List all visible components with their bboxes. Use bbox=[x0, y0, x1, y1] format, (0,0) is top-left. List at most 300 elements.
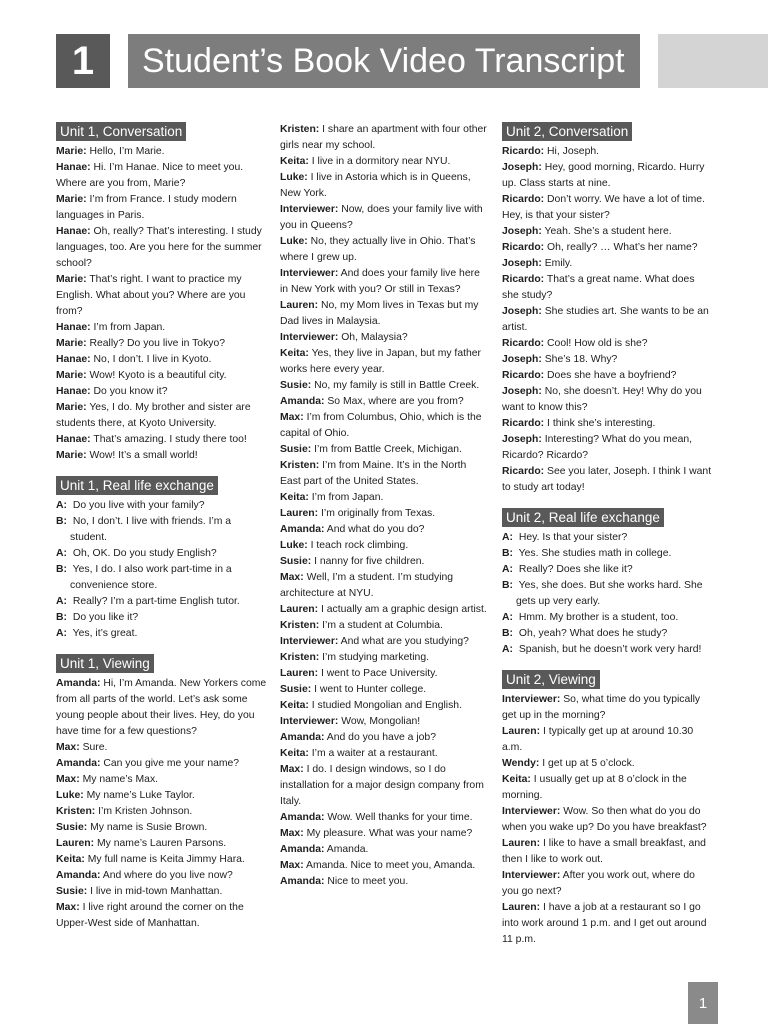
dialogue-line bbox=[502, 352, 714, 368]
header-side-block bbox=[658, 34, 768, 88]
speaker-name: Max: bbox=[56, 774, 80, 785]
dialogue-text: Really? Do you live in Tokyo? bbox=[89, 338, 226, 349]
dialogue-line bbox=[280, 874, 488, 890]
dialogue-text: I went to Pace University. bbox=[321, 668, 438, 679]
speaker-name: A: bbox=[56, 596, 67, 607]
speaker-name: Kristen: bbox=[280, 620, 320, 631]
dialogue-text: That’s right. I want to practice my English. What about you? Where are you from? bbox=[56, 274, 246, 317]
dialogue-text: No, my Mom lives in Texas but my Dad lives in Malaysia. bbox=[280, 300, 479, 327]
dialogue-text: I live in Astoria which is in Queens, New York. bbox=[280, 172, 471, 199]
dialogue-line bbox=[280, 154, 488, 170]
dialogue-line bbox=[280, 298, 488, 330]
dialogue-line bbox=[280, 122, 488, 154]
speaker-name: Wendy: bbox=[502, 758, 540, 769]
section-heading: Unit 2, Real life exchange bbox=[502, 508, 664, 527]
dialogue-line bbox=[280, 826, 488, 842]
speaker-name: Marie: bbox=[56, 370, 87, 381]
dialogue-line bbox=[502, 626, 714, 642]
dialogue-text: Can you give me your name? bbox=[103, 758, 240, 769]
dialogue-line bbox=[502, 578, 714, 610]
dialogue-text: Hmm. My brother is a student, too. bbox=[518, 612, 679, 623]
section-heading: Unit 1, Conversation bbox=[56, 122, 186, 141]
section-heading: Unit 2, Viewing bbox=[502, 670, 600, 689]
speaker-name: Ricardo: bbox=[502, 194, 545, 205]
dialogue-text: I’m from Japan. bbox=[93, 322, 166, 333]
dialogue-line bbox=[56, 676, 268, 740]
speaker-name: Max: bbox=[280, 828, 304, 839]
dialogue-line bbox=[56, 514, 268, 546]
dialogue-line bbox=[280, 858, 488, 874]
transcript-column-2 bbox=[280, 122, 488, 902]
dialogue-line bbox=[56, 336, 268, 352]
dialogue-line bbox=[502, 804, 714, 836]
dialogue-text: I’m a student at Columbia. bbox=[322, 620, 443, 631]
dialogue-line bbox=[56, 756, 268, 772]
speaker-name: Amanda: bbox=[280, 396, 325, 407]
speaker-name: Joseph: bbox=[502, 354, 542, 365]
dialogue-text: No, I don’t. I live with friends. I’m a student. bbox=[70, 516, 232, 543]
dialogue-text: Oh, yeah? What does he study? bbox=[518, 628, 668, 639]
dialogue-line bbox=[56, 272, 268, 320]
dialogue-text: Do you live with your family? bbox=[72, 500, 205, 511]
dialogue-line bbox=[502, 272, 714, 304]
speaker-name: Interviewer: bbox=[280, 204, 339, 215]
dialogue-text: And what are you studying? bbox=[340, 636, 469, 647]
dialogue-text: So Max, where are you from? bbox=[327, 396, 464, 407]
speaker-name: Marie: bbox=[56, 450, 87, 461]
dialogue-line bbox=[56, 740, 268, 756]
dialogue-line bbox=[56, 320, 268, 336]
dialogue-text: I’m from Maine. It’s in the North East part of the United States. bbox=[280, 460, 467, 487]
dialogue-line bbox=[502, 368, 714, 384]
dialogue-text: I usually get up at 8 o’clock in the morning. bbox=[502, 774, 687, 801]
dialogue-line bbox=[502, 868, 714, 900]
dialogue-text: Nice to meet you. bbox=[327, 876, 409, 887]
dialogue-line bbox=[502, 642, 714, 658]
dialogue-text: Yes, I do. I also work part-time in a convenience store. bbox=[70, 564, 232, 591]
speaker-name: Kristen: bbox=[280, 460, 320, 471]
dialogue-line bbox=[502, 336, 714, 352]
dialogue-text: I’m originally from Texas. bbox=[321, 508, 436, 519]
dialogue-line bbox=[280, 842, 488, 858]
dialogue-line bbox=[56, 224, 268, 272]
dialogue-text: Amanda. bbox=[326, 844, 369, 855]
transcript-section bbox=[56, 122, 268, 464]
section-heading: Unit 1, Viewing bbox=[56, 654, 154, 673]
dialogue-text: Oh, Malaysia? bbox=[341, 332, 408, 343]
dialogue-line bbox=[280, 650, 488, 666]
dialogue-text: No, I don’t. I live in Kyoto. bbox=[93, 354, 212, 365]
dialogue-text: And where do you live now? bbox=[102, 870, 233, 881]
dialogue-line bbox=[502, 464, 714, 496]
speaker-name: Hanae: bbox=[56, 434, 91, 445]
dialogue-line bbox=[280, 762, 488, 810]
speaker-name: Keita: bbox=[502, 774, 531, 785]
dialogue-line bbox=[56, 868, 268, 884]
speaker-name: Lauren: bbox=[502, 838, 541, 849]
speaker-name: Susie: bbox=[280, 684, 312, 695]
section-heading: Unit 1, Real life exchange bbox=[56, 476, 218, 495]
dialogue-text: I studied Mongolian and English. bbox=[311, 700, 462, 711]
dialogue-text: Sure. bbox=[82, 742, 108, 753]
speaker-name: Lauren: bbox=[280, 604, 319, 615]
dialogue-line bbox=[280, 522, 488, 538]
dialogue-line bbox=[502, 562, 714, 578]
speaker-name: Ricardo: bbox=[502, 370, 545, 381]
speaker-name: Marie: bbox=[56, 338, 87, 349]
speaker-name: Susie: bbox=[56, 822, 88, 833]
dialogue-line bbox=[56, 594, 268, 610]
dialogue-text: My pleasure. What was your name? bbox=[306, 828, 473, 839]
speaker-name: Lauren: bbox=[280, 300, 319, 311]
speaker-name: Luke: bbox=[280, 172, 308, 183]
speaker-name: Amanda: bbox=[280, 524, 325, 535]
dialogue-line bbox=[56, 192, 268, 224]
speaker-name: Luke: bbox=[280, 236, 308, 247]
dialogue-text: I’m from Battle Creek, Michigan. bbox=[314, 444, 462, 455]
dialogue-text: I get up at 5 o’clock. bbox=[542, 758, 635, 769]
speaker-name: Interviewer: bbox=[280, 636, 339, 647]
transcript-section bbox=[502, 670, 714, 948]
speaker-name: Ricardo: bbox=[502, 242, 545, 253]
dialogue-line bbox=[280, 234, 488, 266]
dialogue-text: I live in mid-town Manhattan. bbox=[90, 886, 223, 897]
dialogue-text: Yes. She studies math in college. bbox=[518, 548, 672, 559]
speaker-name: B: bbox=[502, 548, 513, 559]
dialogue-text: I like to have a small breakfast, and then I like to work out. bbox=[502, 838, 706, 865]
speaker-name: Kristen: bbox=[280, 652, 320, 663]
dialogue-text: Wow! It’s a small world! bbox=[89, 450, 198, 461]
dialogue-text: Interesting? What do you mean, Ricardo? Ricardo? bbox=[502, 434, 693, 461]
speaker-name: Susie: bbox=[56, 886, 88, 897]
speaker-name: A: bbox=[502, 644, 513, 655]
page-number: 1 bbox=[688, 982, 718, 1024]
dialogue-line bbox=[280, 170, 488, 202]
dialogue-text: Hi, I’m Amanda. New Yorkers come from all parts of the world. Let’s ask some young people about their lives. Hey, do you have time for a few questions? bbox=[56, 678, 267, 737]
dialogue-line bbox=[56, 160, 268, 192]
dialogue-line bbox=[56, 788, 268, 804]
unit-number-badge: 1 bbox=[56, 34, 110, 88]
dialogue-line bbox=[502, 432, 714, 464]
dialogue-line bbox=[56, 546, 268, 562]
dialogue-text: Wow. So then what do you do when you wake up? Do you have breakfast? bbox=[502, 806, 707, 833]
dialogue-line bbox=[56, 384, 268, 400]
dialogue-line bbox=[502, 546, 714, 562]
speaker-name: B: bbox=[502, 628, 513, 639]
dialogue-line bbox=[56, 884, 268, 900]
speaker-name: Marie: bbox=[56, 274, 87, 285]
dialogue-text: I live in a dormitory near NYU. bbox=[311, 156, 451, 167]
dialogue-line bbox=[56, 804, 268, 820]
speaker-name: Max: bbox=[280, 860, 304, 871]
dialogue-line bbox=[280, 714, 488, 730]
dialogue-line bbox=[280, 602, 488, 618]
dialogue-text: And what do you do? bbox=[326, 524, 425, 535]
dialogue-text: Oh, OK. Do you study English? bbox=[72, 548, 217, 559]
speaker-name: Keita: bbox=[280, 748, 309, 759]
dialogue-text: I’m from France. I study modern languages in Paris. bbox=[56, 194, 237, 221]
dialogue-text: I have a job at a restaurant so I go into work around 1 p.m. and I get out around 11 p.m. bbox=[502, 902, 707, 945]
dialogue-text: Hey. Is that your sister? bbox=[518, 532, 628, 543]
dialogue-text: My name’s Max. bbox=[82, 774, 159, 785]
speaker-name: Keita: bbox=[280, 492, 309, 503]
speaker-name: Keita: bbox=[280, 156, 309, 167]
dialogue-line bbox=[56, 610, 268, 626]
dialogue-line bbox=[502, 160, 714, 192]
dialogue-text: Does she have a boyfriend? bbox=[547, 370, 677, 381]
speaker-name: Marie: bbox=[56, 194, 87, 205]
dialogue-text: I’m from Japan. bbox=[311, 492, 384, 503]
speaker-name: Joseph: bbox=[502, 434, 542, 445]
speaker-name: Kristen: bbox=[280, 124, 320, 135]
dialogue-text: Well, I’m a student. I’m studying architecture at NYU. bbox=[280, 572, 454, 599]
dialogue-line bbox=[280, 682, 488, 698]
page-title: Student’s Book Video Transcript bbox=[128, 34, 640, 88]
speaker-name: Marie: bbox=[56, 146, 87, 157]
dialogue-line bbox=[502, 416, 714, 432]
speaker-name: B: bbox=[56, 564, 67, 575]
speaker-name: A: bbox=[56, 548, 67, 559]
dialogue-text: Emily. bbox=[544, 258, 573, 269]
dialogue-text: No, they actually live in Ohio. That’s where I grew up. bbox=[280, 236, 476, 263]
speaker-name: Ricardo: bbox=[502, 146, 545, 157]
dialogue-text: Really? I’m a part-time English tutor. bbox=[72, 596, 240, 607]
dialogue-text: Yeah. She’s a student here. bbox=[544, 226, 672, 237]
speaker-name: Interviewer: bbox=[502, 694, 561, 705]
dialogue-text: Wow. Well thanks for your time. bbox=[327, 812, 473, 823]
dialogue-line bbox=[502, 384, 714, 416]
dialogue-line bbox=[56, 144, 268, 160]
speaker-name: Interviewer: bbox=[280, 332, 339, 343]
dialogue-text: Now, does your family live with you in Queens? bbox=[280, 204, 483, 231]
dialogue-line bbox=[56, 352, 268, 368]
dialogue-text: I teach rock climbing. bbox=[310, 540, 409, 551]
dialogue-text: I’m Kristen Johnson. bbox=[98, 806, 193, 817]
dialogue-text: My full name is Keita Jimmy Hara. bbox=[87, 854, 245, 865]
dialogue-line bbox=[280, 266, 488, 298]
dialogue-line bbox=[56, 820, 268, 836]
speaker-name: Interviewer: bbox=[502, 870, 561, 881]
dialogue-line bbox=[280, 666, 488, 682]
dialogue-line bbox=[280, 698, 488, 714]
speaker-name: Kristen: bbox=[56, 806, 96, 817]
speaker-name: Ricardo: bbox=[502, 466, 545, 477]
dialogue-text: And do you have a job? bbox=[326, 732, 436, 743]
dialogue-text: So, what time do you typically get up in the morning? bbox=[502, 694, 701, 721]
dialogue-line bbox=[502, 240, 714, 256]
transcript-column-1 bbox=[56, 122, 268, 944]
speaker-name: Hanae: bbox=[56, 226, 91, 237]
dialogue-text: Cool! How old is she? bbox=[547, 338, 648, 349]
dialogue-text: She studies art. She wants to be an artist. bbox=[502, 306, 709, 333]
dialogue-line bbox=[280, 730, 488, 746]
speaker-name: Interviewer: bbox=[502, 806, 561, 817]
transcript-section bbox=[502, 122, 714, 496]
speaker-name: Lauren: bbox=[56, 838, 95, 849]
dialogue-line bbox=[56, 498, 268, 514]
dialogue-line bbox=[280, 346, 488, 378]
speaker-name: Amanda: bbox=[56, 870, 101, 881]
dialogue-line bbox=[280, 378, 488, 394]
dialogue-text: I actually am a graphic design artist. bbox=[321, 604, 487, 615]
dialogue-text: Yes, it’s great. bbox=[72, 628, 138, 639]
dialogue-line bbox=[56, 448, 268, 464]
dialogue-text: Do you know it? bbox=[93, 386, 168, 397]
dialogue-text: I went to Hunter college. bbox=[314, 684, 427, 695]
speaker-name: Max: bbox=[56, 902, 80, 913]
dialogue-line bbox=[502, 256, 714, 272]
dialogue-text: I live right around the corner on the Upper-West side of Manhattan. bbox=[56, 902, 244, 929]
speaker-name: A: bbox=[502, 564, 513, 575]
speaker-name: Ricardo: bbox=[502, 338, 545, 349]
speaker-name: A: bbox=[56, 500, 67, 511]
speaker-name: Susie: bbox=[280, 444, 312, 455]
speaker-name: B: bbox=[56, 612, 67, 623]
dialogue-text: That’s amazing. I study there too! bbox=[93, 434, 247, 445]
dialogue-text: See you later, Joseph. I think I want to study art today! bbox=[502, 466, 712, 493]
speaker-name: Amanda: bbox=[280, 812, 325, 823]
dialogue-line bbox=[56, 626, 268, 642]
dialogue-text: Hey, good morning, Ricardo. Hurry up. Class starts at nine. bbox=[502, 162, 705, 189]
dialogue-text: And does your family live here in New York with you? Or still in Texas? bbox=[280, 268, 480, 295]
dialogue-text: I share an apartment with four other girls near my school. bbox=[280, 124, 487, 151]
speaker-name: Keita: bbox=[280, 348, 309, 359]
speaker-name: Joseph: bbox=[502, 226, 542, 237]
speaker-name: Lauren: bbox=[280, 668, 319, 679]
dialogue-text: I do. I design windows, so I do installation for a major design company from Italy. bbox=[280, 764, 484, 807]
speaker-name: Joseph: bbox=[502, 306, 542, 317]
speaker-name: Susie: bbox=[280, 380, 312, 391]
speaker-name: Amanda: bbox=[56, 758, 101, 769]
dialogue-text: Wow, Mongolian! bbox=[341, 716, 421, 727]
dialogue-line bbox=[280, 442, 488, 458]
speaker-name: Ricardo: bbox=[502, 418, 545, 429]
dialogue-line bbox=[502, 610, 714, 626]
dialogue-line bbox=[56, 432, 268, 448]
speaker-name: Joseph: bbox=[502, 162, 542, 173]
dialogue-line bbox=[280, 490, 488, 506]
dialogue-text: Amanda. Nice to meet you, Amanda. bbox=[306, 860, 476, 871]
speaker-name: Interviewer: bbox=[280, 268, 339, 279]
speaker-name: Lauren: bbox=[502, 726, 541, 737]
dialogue-text: Yes, I do. My brother and sister are students there, at Kyoto University. bbox=[56, 402, 251, 429]
dialogue-line bbox=[56, 562, 268, 594]
dialogue-text: Yes, they live in Japan, but my father works here every year. bbox=[280, 348, 482, 375]
speaker-name: Hanae: bbox=[56, 386, 91, 397]
speaker-name: Hanae: bbox=[56, 162, 91, 173]
dialogue-line bbox=[280, 634, 488, 650]
dialogue-line bbox=[280, 618, 488, 634]
speaker-name: Joseph: bbox=[502, 258, 542, 269]
dialogue-text: My name’s Luke Taylor. bbox=[86, 790, 195, 801]
speaker-name: Max: bbox=[280, 764, 304, 775]
speaker-name: Luke: bbox=[56, 790, 84, 801]
dialogue-text: I typically get up at around 10.30 a.m. bbox=[502, 726, 694, 753]
dialogue-line bbox=[502, 144, 714, 160]
dialogue-text: Oh, really? That’s interesting. I study languages, too. Are you here for the summer school? bbox=[56, 226, 262, 269]
dialogue-text: My name is Susie Brown. bbox=[90, 822, 208, 833]
speaker-name: Amanda: bbox=[56, 678, 101, 689]
dialogue-line bbox=[502, 836, 714, 868]
dialogue-line bbox=[280, 458, 488, 490]
dialogue-line bbox=[280, 394, 488, 410]
transcript-section bbox=[56, 654, 268, 932]
dialogue-line bbox=[280, 810, 488, 826]
dialogue-text: Hi, Joseph. bbox=[547, 146, 600, 157]
dialogue-text: Wow! Kyoto is a beautiful city. bbox=[89, 370, 227, 381]
dialogue-line bbox=[280, 570, 488, 602]
dialogue-text: I think she’s interesting. bbox=[547, 418, 656, 429]
speaker-name: Interviewer: bbox=[280, 716, 339, 727]
dialogue-text: Yes, she does. But she works hard. She gets up very early. bbox=[516, 580, 703, 607]
speaker-name: Lauren: bbox=[280, 508, 319, 519]
speaker-name: Amanda: bbox=[280, 876, 325, 887]
dialogue-line bbox=[56, 368, 268, 384]
dialogue-line bbox=[280, 330, 488, 346]
speaker-name: Amanda: bbox=[280, 844, 325, 855]
dialogue-line bbox=[502, 772, 714, 804]
dialogue-text: No, my family is still in Battle Creek. bbox=[314, 380, 480, 391]
dialogue-line bbox=[280, 538, 488, 554]
dialogue-line bbox=[502, 692, 714, 724]
speaker-name: Keita: bbox=[56, 854, 85, 865]
dialogue-text: Really? Does she like it? bbox=[518, 564, 633, 575]
dialogue-line bbox=[502, 900, 714, 948]
dialogue-line bbox=[280, 554, 488, 570]
dialogue-line bbox=[280, 410, 488, 442]
dialogue-line bbox=[280, 506, 488, 522]
transcript-section bbox=[502, 508, 714, 658]
speaker-name: Luke: bbox=[280, 540, 308, 551]
dialogue-text: Oh, really? … What’s her name? bbox=[547, 242, 698, 253]
dialogue-text: After you work out, where do you go next? bbox=[502, 870, 695, 897]
dialogue-text: That’s a great name. What does she study? bbox=[502, 274, 695, 301]
speaker-name: Hanae: bbox=[56, 354, 91, 365]
dialogue-line bbox=[56, 900, 268, 932]
speaker-name: B: bbox=[56, 516, 67, 527]
dialogue-line bbox=[502, 192, 714, 224]
speaker-name: Joseph: bbox=[502, 386, 542, 397]
section-heading: Unit 2, Conversation bbox=[502, 122, 632, 141]
dialogue-text: I’m from Columbus, Ohio, which is the capital of Ohio. bbox=[280, 412, 482, 439]
speaker-name: B: bbox=[502, 580, 513, 591]
speaker-name: A: bbox=[502, 612, 513, 623]
dialogue-line bbox=[502, 530, 714, 546]
speaker-name: Lauren: bbox=[502, 902, 541, 913]
dialogue-line bbox=[280, 202, 488, 234]
dialogue-line bbox=[502, 756, 714, 772]
speaker-name: Marie: bbox=[56, 402, 87, 413]
speaker-name: Ricardo: bbox=[502, 274, 545, 285]
dialogue-line bbox=[56, 772, 268, 788]
speaker-name: Amanda: bbox=[280, 732, 325, 743]
dialogue-line bbox=[502, 724, 714, 756]
speaker-name: Susie: bbox=[280, 556, 312, 567]
dialogue-text: I nanny for five children. bbox=[314, 556, 425, 567]
dialogue-line bbox=[56, 852, 268, 868]
dialogue-line bbox=[502, 224, 714, 240]
transcript-section bbox=[280, 122, 488, 890]
dialogue-text: She’s 18. Why? bbox=[544, 354, 618, 365]
dialogue-text: I’m studying marketing. bbox=[322, 652, 429, 663]
speaker-name: A: bbox=[56, 628, 67, 639]
transcript-section bbox=[56, 476, 268, 642]
dialogue-line bbox=[56, 400, 268, 432]
speaker-name: Max: bbox=[280, 412, 304, 423]
speaker-name: Max: bbox=[56, 742, 80, 753]
dialogue-text: Hi. I’m Hanae. Nice to meet you. Where are you from, Marie? bbox=[56, 162, 244, 189]
speaker-name: Keita: bbox=[280, 700, 309, 711]
